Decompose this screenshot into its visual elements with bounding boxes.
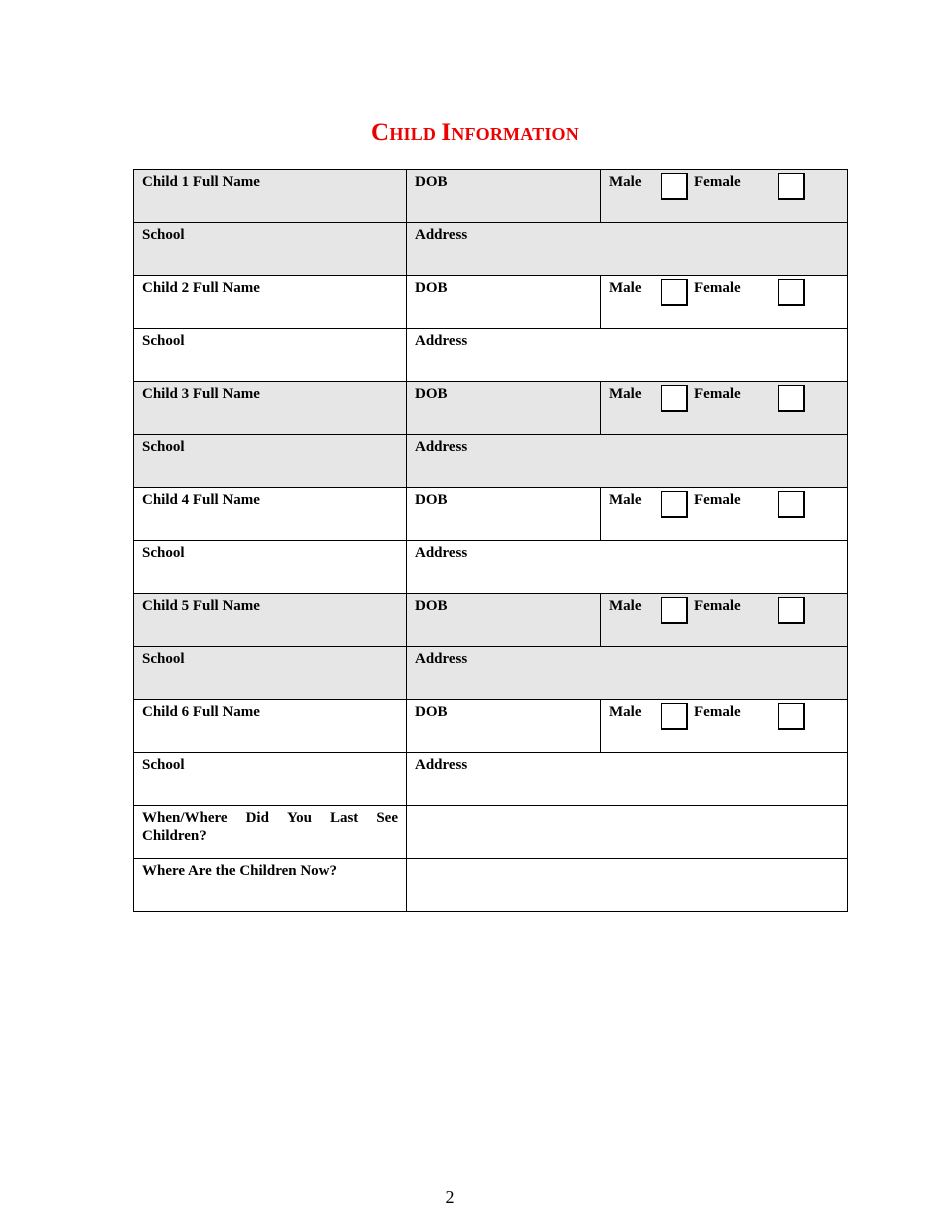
child-4-female-label: Female	[694, 492, 741, 508]
child-2-name-cell[interactable]	[134, 276, 407, 329]
child-4-gender-cell	[601, 488, 848, 541]
child-5-school-cell[interactable]	[134, 647, 407, 700]
child-6-name-row	[134, 700, 848, 753]
child-1-address-label: Address	[415, 227, 468, 243]
last-seen-line-1	[142, 809, 398, 827]
child-5-female-checkbox[interactable]	[778, 597, 805, 624]
child-5-female-label: Female	[694, 598, 741, 614]
child-2-school-cell[interactable]	[134, 329, 407, 382]
child-4-school-cell[interactable]	[134, 541, 407, 594]
last-seen-word-4: Last	[329, 810, 359, 826]
child-1-male-checkbox[interactable]	[661, 173, 688, 200]
child-1-address-cell[interactable]	[407, 223, 848, 276]
child-3-address-label: Address	[415, 439, 468, 455]
child-3-male-checkbox[interactable]	[661, 385, 688, 412]
child-2-name-row	[134, 276, 848, 329]
child-1-school-cell[interactable]	[134, 223, 407, 276]
child-3-female-label: Female	[694, 386, 741, 402]
child-4-address-label: Address	[415, 545, 468, 561]
child-3-dob-label: DOB	[415, 386, 448, 402]
child-6-dob-cell[interactable]	[407, 700, 601, 753]
child-5-address-cell[interactable]	[407, 647, 848, 700]
last-seen-row	[134, 806, 848, 859]
child-1-female-checkbox[interactable]	[778, 173, 805, 200]
child-5-male-label: Male	[609, 598, 642, 614]
child-5-dob-cell[interactable]	[407, 594, 601, 647]
child-5-name-row	[134, 594, 848, 647]
child-4-female-checkbox[interactable]	[778, 491, 805, 518]
child-6-name-label: Child 6 Full Name	[142, 704, 260, 720]
child-1-gender-cell	[601, 170, 848, 223]
child-5-address-label: Address	[415, 651, 468, 667]
child-6-gender-cell	[601, 700, 848, 753]
child-2-dob-cell[interactable]	[407, 276, 601, 329]
child-4-name-label: Child 4 Full Name	[142, 492, 260, 508]
child-4-address-cell[interactable]	[407, 541, 848, 594]
child-1-school-label: School	[142, 227, 185, 243]
child-6-address-cell[interactable]	[407, 753, 848, 806]
child-3-school-row	[134, 435, 848, 488]
child-6-male-checkbox[interactable]	[661, 703, 688, 730]
child-2-male-label: Male	[609, 280, 642, 296]
child-3-male-label: Male	[609, 386, 642, 402]
child-6-school-row	[134, 753, 848, 806]
child-1-name-label: Child 1 Full Name	[142, 174, 260, 190]
child-3-gender-cell	[601, 382, 848, 435]
last-seen-word-3: You	[286, 810, 312, 826]
title-rest-1: hild	[389, 119, 437, 146]
child-2-male-checkbox[interactable]	[661, 279, 688, 306]
last-seen-word-5: See	[376, 810, 398, 826]
child-6-address-label: Address	[415, 757, 468, 773]
where-now-answer-cell[interactable]	[407, 859, 848, 912]
child-1-female-label: Female	[694, 174, 741, 190]
child-5-dob-label: DOB	[415, 598, 448, 614]
child-6-school-label: School	[142, 757, 185, 773]
child-1-name-cell[interactable]	[134, 170, 407, 223]
child-6-female-checkbox[interactable]	[778, 703, 805, 730]
child-2-gender-cell	[601, 276, 848, 329]
child-4-name-cell[interactable]	[134, 488, 407, 541]
child-4-name-row	[134, 488, 848, 541]
child-5-gender-cell	[601, 594, 848, 647]
last-seen-answer-cell[interactable]	[407, 806, 848, 859]
child-1-male-label: Male	[609, 174, 642, 190]
last-seen-word-2: Did	[245, 810, 269, 826]
page-number: 2	[445, 1187, 455, 1207]
last-seen-line-2: Children?	[142, 828, 207, 844]
child-3-name-label: Child 3 Full Name	[142, 386, 260, 402]
child-4-male-checkbox[interactable]	[661, 491, 688, 518]
child-3-school-label: School	[142, 439, 185, 455]
child-3-name-row	[134, 382, 848, 435]
page-title	[0, 120, 950, 145]
child-5-school-row	[134, 647, 848, 700]
child-2-address-cell[interactable]	[407, 329, 848, 382]
last-seen-word-1: When/Where	[142, 810, 228, 826]
child-3-dob-cell[interactable]	[407, 382, 601, 435]
where-now-label: Where Are the Children Now?	[142, 863, 337, 879]
child-6-school-cell[interactable]	[134, 753, 407, 806]
child-1-name-row	[134, 170, 848, 223]
title-rest-2: nformation	[451, 119, 579, 146]
child-4-male-label: Male	[609, 492, 642, 508]
child-4-dob-label: DOB	[415, 492, 448, 508]
child-2-address-label: Address	[415, 333, 468, 349]
child-5-name-cell[interactable]	[134, 594, 407, 647]
where-now-row	[134, 859, 848, 912]
child-3-school-cell[interactable]	[134, 435, 407, 488]
last-seen-label-cell	[134, 806, 407, 859]
title-initial-1: C	[371, 119, 390, 146]
child-2-female-checkbox[interactable]	[778, 279, 805, 306]
child-3-female-checkbox[interactable]	[778, 385, 805, 412]
child-6-female-label: Female	[694, 704, 741, 720]
child-6-male-label: Male	[609, 704, 642, 720]
child-4-school-label: School	[142, 545, 185, 561]
child-5-male-checkbox[interactable]	[661, 597, 688, 624]
child-5-name-label: Child 5 Full Name	[142, 598, 260, 614]
title-initial-2: I	[441, 119, 452, 146]
child-information-table	[133, 169, 848, 912]
child-2-dob-label: DOB	[415, 280, 448, 296]
child-2-school-row	[134, 329, 848, 382]
child-6-dob-label: DOB	[415, 704, 448, 720]
child-2-name-label: Child 2 Full Name	[142, 280, 260, 296]
child-3-name-cell[interactable]	[134, 382, 407, 435]
child-6-name-cell[interactable]	[134, 700, 407, 753]
child-1-dob-label: DOB	[415, 174, 448, 190]
child-2-female-label: Female	[694, 280, 741, 296]
child-5-school-label: School	[142, 651, 185, 667]
child-2-school-label: School	[142, 333, 185, 349]
child-1-dob-cell[interactable]	[407, 170, 601, 223]
where-now-label-cell	[134, 859, 407, 912]
child-4-dob-cell[interactable]	[407, 488, 601, 541]
child-4-school-row	[134, 541, 848, 594]
child-1-school-row	[134, 223, 848, 276]
child-3-address-cell[interactable]	[407, 435, 848, 488]
